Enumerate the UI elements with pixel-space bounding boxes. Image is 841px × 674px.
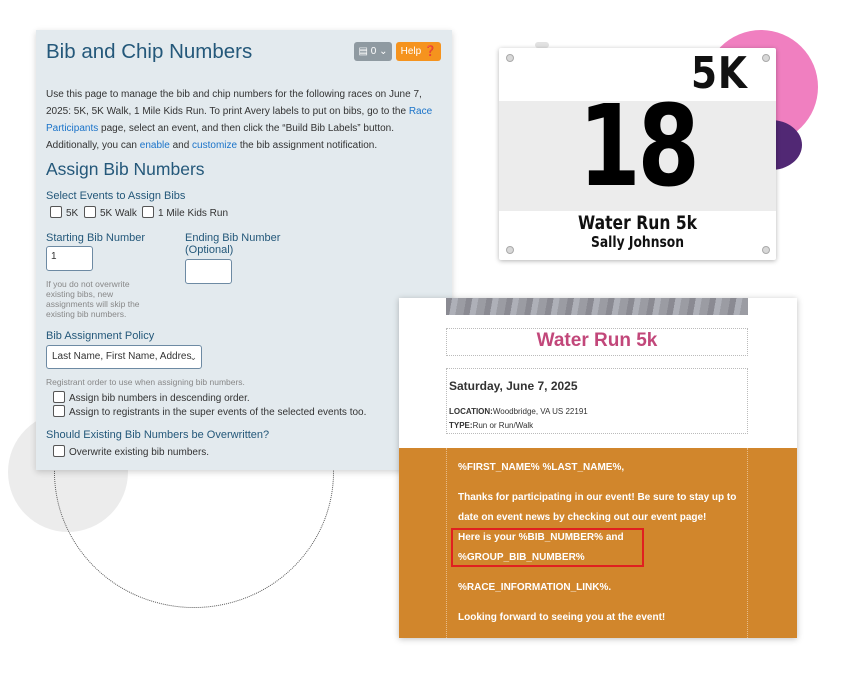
- overwrite-option-label: Overwrite existing bib numbers.: [69, 447, 210, 458]
- intro-text-part: page, select an event, and then click the “Build Bib Labels” button. Additionally, you can: [46, 123, 394, 151]
- email-thanks-line: date on event news by checking out our event page!: [458, 512, 707, 523]
- chevron-down-icon: ⌄: [189, 352, 197, 362]
- overwrite-option[interactable]: [53, 445, 209, 458]
- overwrite-hint-line: existing bib numbers.: [46, 309, 127, 319]
- select-events-label: Select Events to Assign Bibs: [46, 190, 186, 202]
- email-event-date: Saturday, June 7, 2025: [449, 379, 578, 393]
- policy-select[interactable]: [46, 345, 202, 369]
- overwrite-hint-line: assignments will skip the: [46, 299, 140, 309]
- email-event-title: Water Run 5k: [536, 330, 658, 351]
- checkbox-icon[interactable]: [53, 391, 65, 403]
- checkbox-icon[interactable]: [84, 206, 96, 218]
- intro-text-part: the bib assignment notification.: [237, 140, 378, 151]
- checkbox-icon[interactable]: [53, 405, 65, 417]
- bib-hole-icon: [506, 246, 514, 254]
- bib-hole-icon: [506, 54, 514, 62]
- email-race-info: %RACE_INFORMATION_LINK%.: [458, 582, 612, 593]
- overwrite-hint-line: If you do not overwrite: [46, 279, 130, 289]
- email-greeting: %FIRST_NAME% %LAST_NAME%,: [458, 462, 625, 473]
- bib-settings-panel: [36, 30, 452, 470]
- intro-text-part: and: [169, 140, 193, 151]
- policy-hint: Registrant order to use when assigning bib numbers.: [46, 377, 245, 387]
- descending-option-label: Assign bib numbers in descending order.: [69, 393, 250, 404]
- race-bib-preview: [499, 48, 776, 260]
- location-value: Woodbridge, VA US 22191: [492, 407, 588, 416]
- location-label: LOCATION:: [449, 407, 493, 416]
- policy-select-value: Last Name, First Name, Addres: [52, 351, 192, 362]
- checkbox-icon[interactable]: [50, 206, 62, 218]
- bib-hole-icon: [762, 246, 770, 254]
- event-photo: [446, 298, 748, 315]
- email-bib-line: Here is your %BIB_NUMBER% and: [458, 532, 624, 543]
- email-preview: [399, 298, 797, 638]
- type-label: TYPE:: [449, 421, 473, 430]
- email-location: [449, 407, 588, 416]
- email-bib-line: %GROUP_BIB_NUMBER%: [458, 552, 585, 563]
- checkbox-icon[interactable]: [53, 445, 65, 457]
- bib-event-name: Water Run 5k: [577, 212, 698, 234]
- email-type: [449, 421, 533, 430]
- email-closing: Looking forward to seeing you at the event!: [458, 612, 666, 623]
- event-option-5k-walk[interactable]: [84, 206, 137, 219]
- type-value: Run or Run/Walk: [472, 421, 534, 430]
- overwrite-heading: Should Existing Bib Numbers be Overwritten?: [46, 429, 270, 441]
- event-option-label: 5K Walk: [100, 208, 137, 219]
- policy-label: Bib Assignment Policy: [46, 330, 155, 342]
- intro-text: [46, 86, 438, 154]
- bib-runner-name: Sally Johnson: [591, 233, 684, 251]
- customize-link[interactable]: customize: [192, 140, 238, 151]
- super-events-option[interactable]: [53, 405, 366, 418]
- descending-option[interactable]: [53, 391, 250, 404]
- bib-tags-highlight: [451, 528, 644, 567]
- race-participants-link[interactable]: Race Participants: [46, 106, 433, 134]
- enable-link[interactable]: enable: [139, 140, 170, 151]
- event-option-label: 1 Mile Kids Run: [158, 208, 229, 219]
- ending-bib-optional-label: (Optional): [185, 244, 234, 256]
- event-option-5k[interactable]: [50, 206, 78, 219]
- super-events-option-label: Assign to registrants in the super events of the selected events too.: [69, 407, 367, 418]
- intro-text-part: Use this page to manage the bib and chip numbers for the following races on June 7, 2025: 5K, 5K Walk, 1 Mile Kids Run. To print Avery labels to put on bibs, go to the: [46, 89, 422, 117]
- starting-bib-label: Starting Bib Number: [46, 232, 146, 244]
- overwrite-hint-line: existing bibs, new: [46, 289, 114, 299]
- event-option-kids-run[interactable]: [142, 206, 228, 219]
- event-option-label: 5K: [66, 208, 79, 219]
- starting-bib-input[interactable]: 1: [46, 246, 93, 271]
- bib-hole-icon: [762, 54, 770, 62]
- assign-bib-heading: Assign Bib Numbers: [46, 159, 205, 179]
- ending-bib-label: Ending Bib Number: [185, 232, 281, 244]
- list-count-button[interactable]: ▤ 0 ⌄: [354, 42, 392, 61]
- ending-bib-input[interactable]: [185, 259, 232, 284]
- help-button[interactable]: Help ❓: [396, 42, 441, 61]
- bib-race-label: 5K: [691, 48, 748, 99]
- checkbox-icon[interactable]: [142, 206, 154, 218]
- email-thanks-line: Thanks for participating in our event! Be sure to stay up to: [458, 492, 737, 503]
- bib-number: 18: [578, 82, 697, 212]
- page-title: Bib and Chip Numbers: [46, 40, 253, 63]
